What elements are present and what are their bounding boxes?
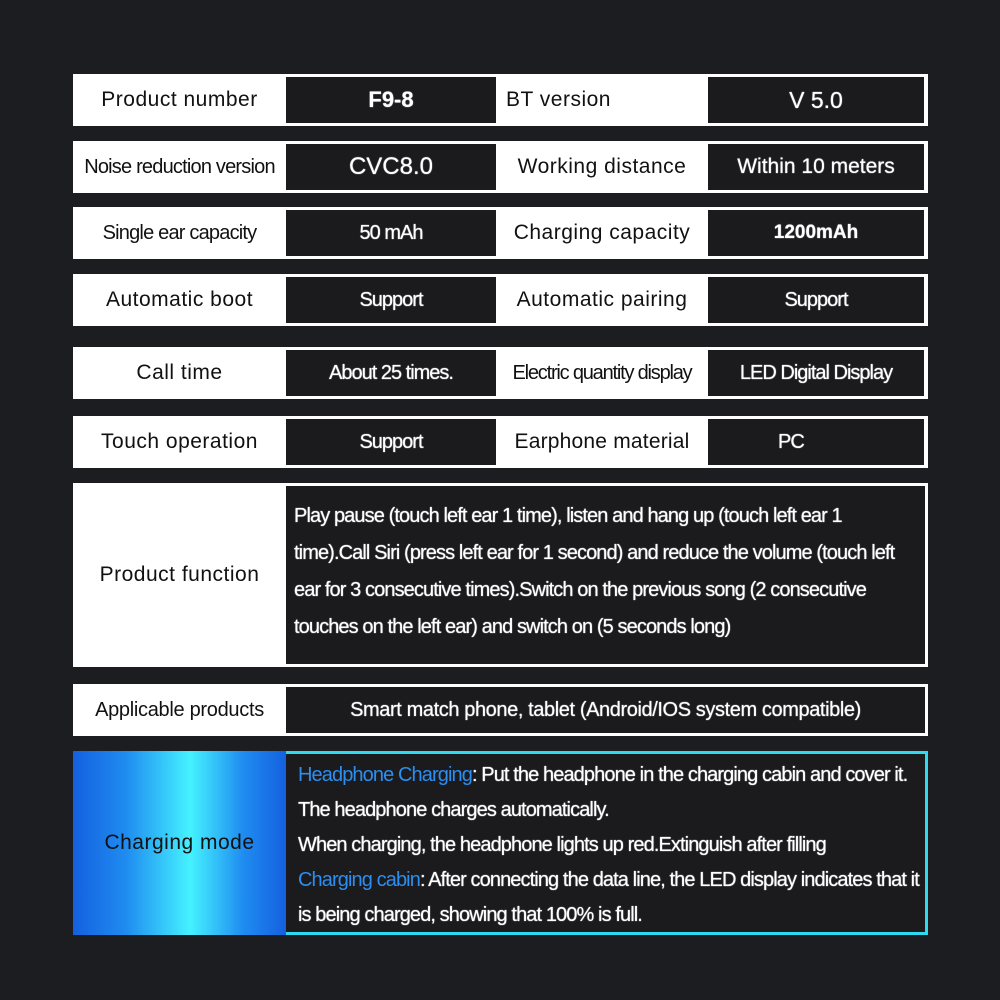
spec-row-automatic <box>73 274 928 326</box>
spec-label: Charging mode <box>73 751 286 935</box>
spec-label: Product function <box>99 563 260 586</box>
product-function-text: Play pause (touch left ear 1 time), listen and hang up (touch left ear 1 time).Call Siri (press left ear for 1 second) and reduce the volume (touch left ear for 3 consecutive times).Switch on the previous song (2 consecutive touches on the left ear) and switch on (5 seconds long) <box>286 486 925 664</box>
spec-label: Working distance <box>517 155 687 178</box>
applicable-products-value: Smart match phone, tablet (Android/IOS system compatible) <box>286 687 925 733</box>
spec-label: Earphone material <box>514 430 690 453</box>
spec-row-product-function <box>73 483 928 667</box>
spec-value: Support <box>286 419 496 465</box>
spec-value: About 25 times. <box>286 350 496 396</box>
spec-label: Applicable products <box>95 698 264 721</box>
spec-row-call-time <box>73 347 928 399</box>
spec-label: Automatic boot <box>105 288 254 311</box>
spec-row-applicable-products <box>73 684 928 736</box>
spec-label: BT version <box>506 88 611 111</box>
headphone-charging-note: When charging, the headphone lights up red.Extinguish after filling <box>298 834 826 856</box>
spec-label: Automatic pairing <box>516 288 688 311</box>
spec-value: Support <box>708 277 924 323</box>
spec-row-touch <box>73 416 928 468</box>
spec-label: Touch operation <box>101 430 258 453</box>
spec-row-product-number <box>73 74 928 126</box>
charging-cabin-text: : After connecting the data line, the LED display indicates that it is being charged, showing that 100% is full. <box>298 869 919 926</box>
spec-value: PC <box>708 419 924 465</box>
spec-value: 1200mAh <box>708 210 924 256</box>
spec-label: Charging capacity <box>513 221 691 244</box>
headphone-charging-title: Headphone Charging <box>298 764 472 786</box>
spec-label: Single ear capacity <box>102 221 257 244</box>
spec-label: Product number <box>101 88 258 111</box>
headphone-charging-text: : Put the headphone in the charging cabin and cover it. The headphone charges automatically. <box>298 764 908 821</box>
spec-value: LED Digital Display <box>708 350 924 396</box>
charging-cabin-title: Charging cabin <box>298 869 420 891</box>
spec-label: Noise reduction version <box>84 155 275 178</box>
spec-value: 50 mAh <box>286 210 496 256</box>
spec-value: CVC8.0 <box>286 144 496 190</box>
spec-label: Electric quantity display <box>512 361 692 384</box>
spec-row-charging-mode <box>73 751 928 935</box>
spec-label: Call time <box>136 361 223 384</box>
spec-value: Support <box>286 277 496 323</box>
spec-value: V 5.0 <box>708 77 924 123</box>
spec-row-capacity <box>73 207 928 259</box>
spec-value: F9-8 <box>286 77 496 123</box>
charging-mode-text <box>286 754 925 932</box>
spec-row-noise-reduction <box>73 141 928 193</box>
spec-value: Within 10 meters <box>708 144 924 190</box>
